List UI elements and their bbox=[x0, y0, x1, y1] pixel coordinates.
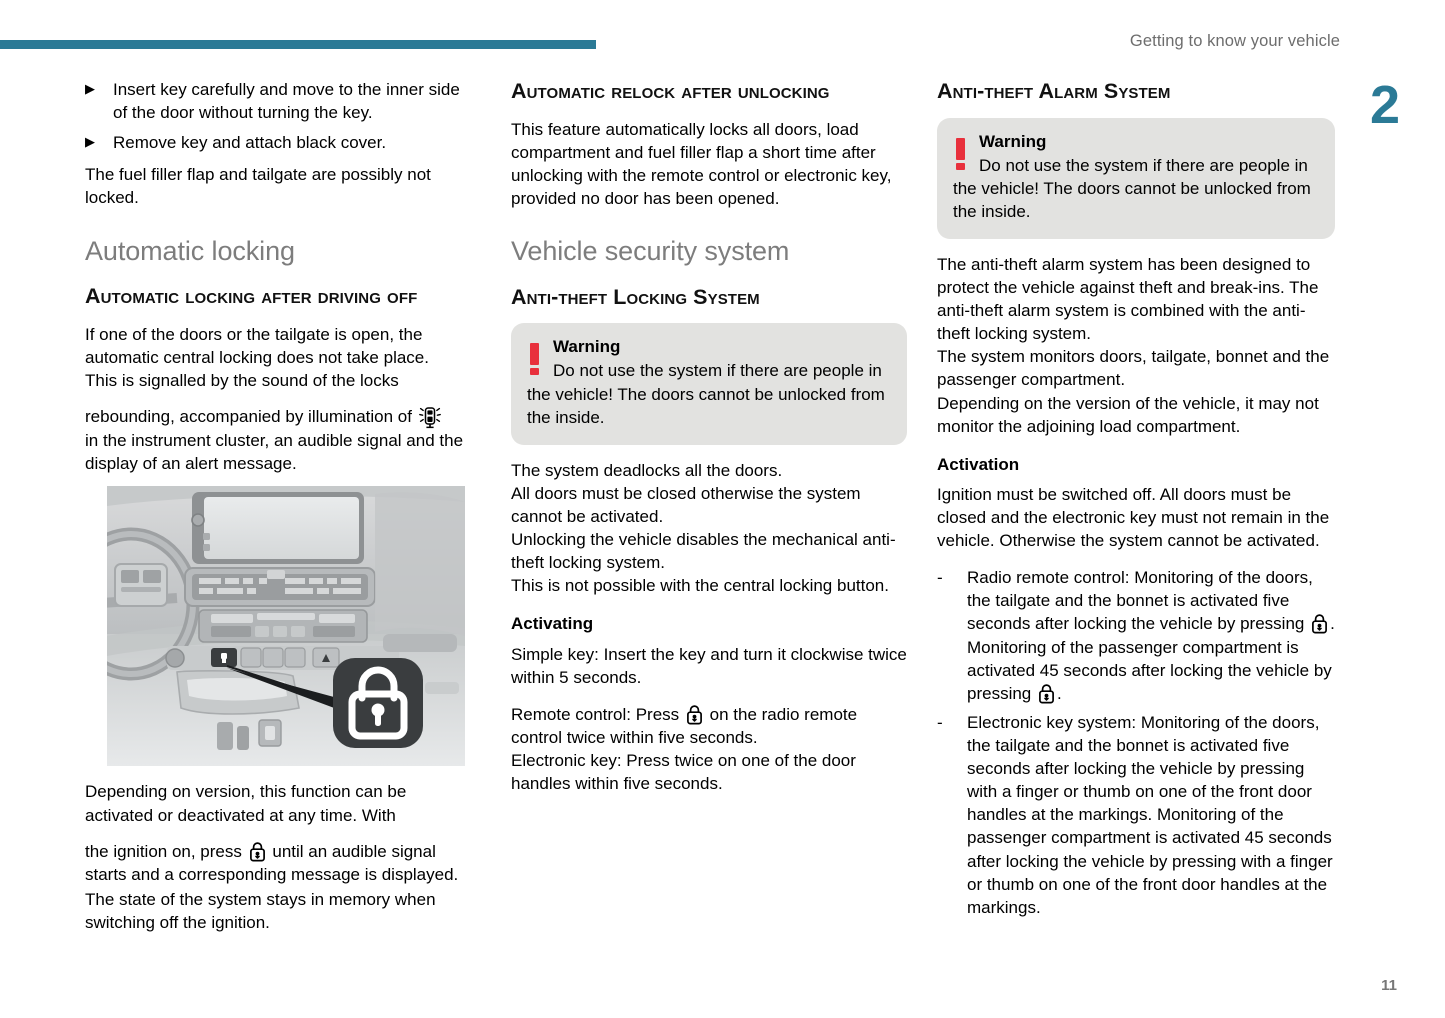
header-accent-rule bbox=[0, 40, 596, 49]
paragraph-simple-key: Simple key: Insert the key and turn it clockwise twice within 5 seconds. bbox=[511, 644, 907, 687]
warning-exclamation-icon bbox=[956, 138, 965, 170]
paragraph-remote-control bbox=[511, 703, 907, 749]
lock-icon bbox=[1038, 683, 1055, 704]
list-item bbox=[85, 78, 465, 124]
paragraph-activation-conditions: Ignition must be switched off. All doors must be closed and the electronic key must not remain in the vehicle. Otherwise the system cannot be activated. bbox=[937, 484, 1330, 551]
arrow-bullet-icon: ▶ bbox=[85, 81, 95, 96]
section-title-vehicle-security-system: Vehicle security system bbox=[511, 235, 790, 266]
dash-bullet-icon: - bbox=[937, 712, 943, 732]
paragraph: The anti-theft alarm system has been designed to protect the vehicle against theft and break-ins. The anti-theft alarm system is combined with the anti-theft locking system. bbox=[937, 254, 1319, 344]
paragraph-text: rebounding, accompanied by illumination of bbox=[85, 407, 412, 427]
paragraph-text-continued: on the radio remote control twice within five seconds. bbox=[511, 704, 858, 747]
subsection-title-anti-theft-locking-system: Anti-theft Locking System bbox=[511, 284, 760, 309]
paragraph: This feature automatically locks all doors, load compartment and fuel filler flap a short time after unlocking with the remote control or electronic key, provided no door has been opened. bbox=[511, 119, 892, 208]
chapter-number: 2 bbox=[1369, 75, 1400, 135]
list-item-text-a: Radio remote control: Monitoring of the doors, the tailgate and the bonnet is activated five seconds after locking the vehicle by pressing bbox=[967, 568, 1313, 634]
list-item bbox=[937, 711, 1335, 919]
paragraph: All doors must be closed otherwise the system cannot be activated. bbox=[511, 483, 861, 526]
paragraph-memory-state: The state of the system stays in memory when switching off the ignition. bbox=[85, 889, 436, 933]
list-item-text-c: . bbox=[1057, 683, 1062, 703]
left-column bbox=[85, 78, 465, 945]
warning-title: Warning bbox=[553, 337, 621, 357]
paragraph-electronic-key: Electronic key: Press twice on one of the door handles within five seconds. bbox=[511, 750, 856, 794]
paragraph-text: the ignition on, press bbox=[85, 841, 242, 861]
list-item bbox=[937, 566, 1335, 705]
warning-text: Do not use the system if there are people in the vehicle! The doors cannot be unlocked from the inside. bbox=[527, 361, 885, 427]
lock-icon bbox=[686, 704, 703, 725]
paragraph-text-continued: until an audible signal starts and a corresponding message is displayed. bbox=[85, 841, 459, 884]
paragraph: This is not possible with the central locking button. bbox=[511, 576, 889, 596]
car-door-open-warning-icon bbox=[419, 405, 441, 429]
paragraph-with-car-icon bbox=[85, 405, 465, 475]
list-item-text: Insert key carefully and move to the inner side of the door without turning the key. bbox=[113, 80, 460, 123]
paragraph-text: Remote control: Press bbox=[511, 704, 680, 724]
page-number: 11 bbox=[1381, 977, 1397, 994]
right-column bbox=[937, 78, 1335, 925]
section-title-automatic-locking: Automatic locking bbox=[85, 235, 295, 266]
middle-column bbox=[511, 78, 907, 795]
subsection-title-automatic-relock: Automatic relock after unlocking bbox=[511, 79, 830, 103]
list-item-text bbox=[967, 566, 1335, 705]
paragraph-with-lock-icon bbox=[85, 840, 465, 886]
list-item-text-b: . Monitoring of the passenger compartment is activated 45 seconds after locking the vehicle by pressing bbox=[967, 614, 1335, 703]
warning-text: Do not use the system if there are people in the vehicle! The doors cannot be unlocked from the inside. bbox=[953, 155, 1311, 221]
dashboard-illustration bbox=[107, 486, 465, 766]
warning-title: Warning bbox=[979, 131, 1047, 151]
paragraph: Unlocking the vehicle disables the mechanical anti-theft locking system. bbox=[511, 530, 896, 573]
list-item-text: Remove key and attach black cover. bbox=[113, 133, 387, 153]
warning-box bbox=[937, 118, 1335, 239]
warning-box bbox=[511, 323, 907, 444]
dash-bullet-icon: - bbox=[937, 568, 943, 588]
list-item bbox=[85, 131, 465, 154]
minor-title-activating: Activating bbox=[511, 614, 594, 634]
arrow-bullet-icon: ▶ bbox=[85, 134, 95, 150]
subsection-title-locking-after-driving-off: Automatic locking after driving off bbox=[85, 284, 418, 309]
paragraph-depending-on-version: Depending on version, this function can be activated or deactivated at any time. With bbox=[85, 782, 407, 825]
minor-title-activation: Activation bbox=[937, 454, 1020, 474]
warning-exclamation-icon bbox=[530, 343, 539, 375]
running-head: Getting to know your vehicle bbox=[1129, 32, 1340, 50]
paragraph: The system monitors doors, tailgate, bonnet and the passenger compartment. bbox=[937, 347, 1330, 390]
lock-icon bbox=[1311, 613, 1328, 634]
lock-icon bbox=[249, 841, 266, 862]
list-item-text: Electronic key system: Monitoring of the doors, the tailgate and the bonnet is activated five seconds after locking the vehicle by pressing with a finger or thumb on one of the front door handles at the markings. Monitoring of the passenger compartment is activated 45 seconds after locking the vehicle by pressing with a finger or thumb on one of the front door handles at the markings. bbox=[967, 712, 1333, 917]
paragraph: Depending on the version of the vehicle, it may not monitor the adjoining load compartment. bbox=[937, 393, 1319, 436]
paragraph: If one of the doors or the tailgate is open, the automatic central locking does not take place. This is signalled by the sound of the locks bbox=[85, 324, 429, 391]
paragraph-text-continued: in the instrument cluster, an audible signal and the display of an alert message. bbox=[85, 431, 464, 474]
subsection-title-anti-theft-alarm-system: Anti-theft Alarm System bbox=[937, 79, 1171, 103]
intro-paragraph: The fuel filler flap and tailgate are possibly not locked. bbox=[85, 165, 431, 208]
paragraph: The system deadlocks all the doors. bbox=[511, 460, 783, 480]
